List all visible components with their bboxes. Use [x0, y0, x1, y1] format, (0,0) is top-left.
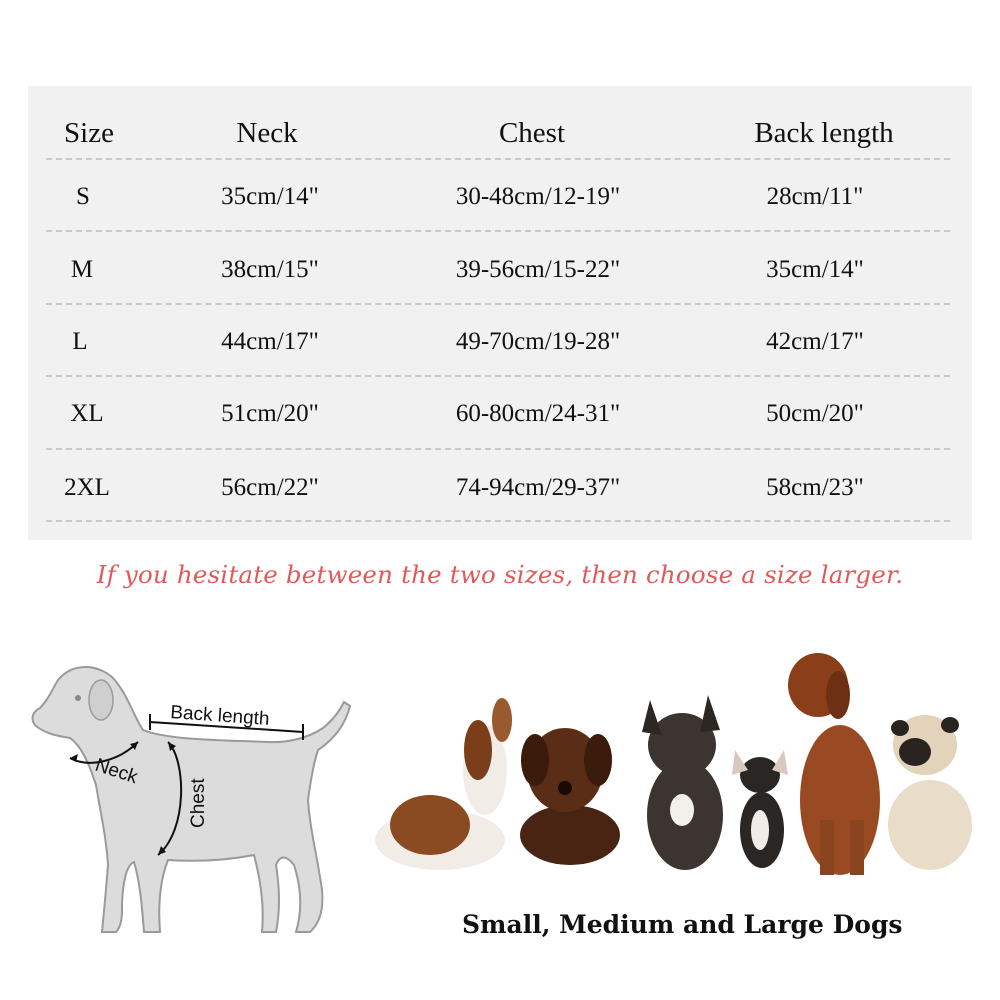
cell-back-length: 42cm/17" — [766, 328, 864, 355]
dogs-caption: Small, Medium and Large Dogs — [462, 910, 903, 939]
cell-back-length: 28cm/11" — [766, 183, 864, 210]
chihuahua-illustration — [732, 750, 788, 868]
french-bulldog-illustration — [642, 695, 723, 870]
row-divider — [46, 520, 950, 522]
basset-hound-illustration — [375, 698, 512, 870]
cell-back-length: 58cm/23" — [766, 474, 864, 501]
header-chest: Chest — [498, 117, 566, 149]
cell-back-length: 50cm/20" — [766, 400, 864, 427]
labrador-puppy-illustration — [520, 728, 620, 865]
size-table-panel — [28, 86, 972, 540]
chest-label: Chest — [188, 778, 209, 828]
size-advice-text: If you hesitate between the two sizes, then choose a size larger. — [96, 560, 904, 589]
cell-chest: 60-80cm/24-31" — [455, 400, 621, 427]
cell-size: XL — [70, 400, 104, 427]
dog-measurement-diagram — [18, 650, 363, 990]
cell-chest: 39-56cm/15-22" — [455, 256, 621, 283]
cell-size: 2XL — [64, 474, 110, 501]
cell-neck: 35cm/14" — [221, 183, 319, 210]
row-divider — [46, 375, 950, 377]
pug-illustration — [888, 715, 972, 870]
row-divider — [46, 158, 950, 160]
row-divider — [46, 230, 950, 232]
dog-eye — [75, 695, 81, 701]
header-back-length: Back length — [754, 117, 894, 149]
cell-neck: 56cm/22" — [221, 474, 319, 501]
neck-label: Neck — [92, 754, 141, 789]
cell-back-length: 35cm/14" — [766, 256, 864, 283]
row-divider — [46, 303, 950, 305]
cell-chest: 30-48cm/12-19" — [455, 183, 621, 210]
cell-size: L — [72, 328, 88, 355]
cell-neck: 51cm/20" — [221, 400, 319, 427]
header-neck: Neck — [236, 117, 298, 149]
row-divider — [46, 448, 950, 450]
header-size: Size — [64, 117, 114, 149]
cell-chest: 49-70cm/19-28" — [455, 328, 621, 355]
back-length-label: Back length — [169, 702, 271, 730]
cell-size: M — [70, 256, 94, 283]
cell-chest: 74-94cm/29-37" — [455, 474, 621, 501]
dogs-group-photo — [370, 640, 980, 885]
cell-neck: 38cm/15" — [221, 256, 319, 283]
dog-ear — [89, 680, 113, 720]
cell-neck: 44cm/17" — [221, 328, 319, 355]
ridgeback-illustration — [788, 653, 880, 875]
cell-size: S — [76, 183, 90, 210]
